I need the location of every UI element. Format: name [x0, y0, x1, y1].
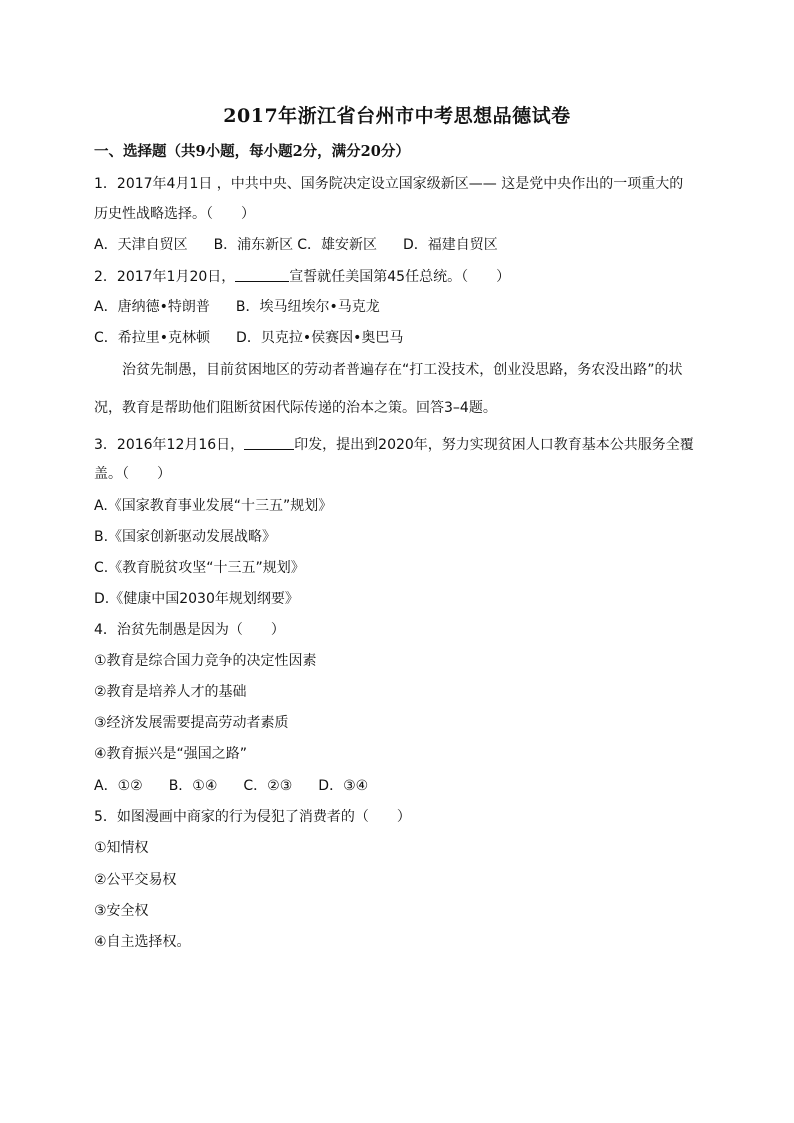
q3-stem-after: 印发，提出到2020年，努力实现贫困人口教育基本公共服务全覆: [294, 437, 694, 453]
q3-option-c: C.《教育脱贫攻坚“十三五”规划》: [94, 560, 305, 576]
q3-option-d: D.《健康中国2030年规划纲要》: [94, 591, 299, 607]
q4-option-a: A．①②: [94, 778, 143, 794]
q1-option-b: B．浦东新区: [213, 237, 294, 253]
section-heading: 一、选择题（共9小题，每小题2分，满分20分）: [94, 143, 410, 160]
q5-item-2: ②公平交易权: [94, 872, 177, 888]
q4-option-c: C．②③: [243, 778, 293, 794]
q1-options: [94, 235, 704, 255]
q2-option-c: C．希拉里•克林顿: [94, 330, 211, 346]
passage-line2: 况，教育是帮助他们阻断贫困代际传递的治本之策。回答3–4题。: [94, 400, 497, 416]
q2-blank: [235, 266, 289, 282]
q2-stem-before: 2．2017年1月20日，: [94, 269, 236, 285]
q5-stem: 5．如图漫画中商家的行为侵犯了消费者的（ ）: [94, 809, 411, 825]
q5-item-1: ①知情权: [94, 840, 149, 856]
q1-option-a: A．天津自贸区: [94, 237, 188, 253]
q2-option-a: A．唐纳德•特朗普: [94, 299, 210, 315]
q4-item-2: ②教育是培养人才的基础: [94, 684, 247, 700]
q4-option-b: B．①④: [168, 778, 218, 794]
q2-option-b: B．埃马纽埃尔•马克龙: [235, 299, 380, 315]
q4-options: [94, 776, 704, 796]
document-title: 2017年浙江省台州市中考思想品德试卷: [223, 105, 571, 127]
q1-stem-line1: 1．2017年4月1日 ，中共中央、国务院决定设立国家级新区—— 这是党中央作出的一项重大的: [94, 176, 684, 192]
q4-item-4: ④教育振兴是“强国之路”: [94, 746, 248, 762]
q2-stem-after: 宣誓就任美国第45任总统。（ ）: [289, 269, 511, 285]
q1-option-c: C．雄安新区: [297, 237, 377, 253]
q3-stem-line2: 盖。（ ）: [94, 466, 171, 482]
q4-item-3: ③经济发展需要提高劳动者素质: [94, 715, 289, 731]
q2-stem: [94, 266, 704, 287]
q2-option-d: D．贝克拉•侯赛因•奥巴马: [236, 330, 404, 346]
q1-stem-line2: 历史性战略选择。（ ）: [94, 206, 255, 222]
q2-options-row1: [94, 297, 704, 317]
q3-blank: [244, 434, 294, 450]
q1-option-d: D．福建自贸区: [402, 237, 498, 253]
q4-stem: 4．治贫先制愚是因为（ ）: [94, 622, 285, 638]
q3-option-a: A.《国家教育事业发展“十三五”规划》: [94, 498, 333, 514]
q5-item-3: ③安全权: [94, 903, 149, 919]
q3-stem: [94, 434, 704, 455]
q4-option-d: D．③④: [318, 778, 369, 794]
passage-line1: 治贫先制愚，目前贫困地区的劳动者普遍存在“打工没技术，创业没思路，务农没出路”的状: [122, 362, 683, 378]
q4-item-1: ①教育是综合国力竞争的决定性因素: [94, 653, 317, 669]
q2-options-row2: [94, 328, 704, 348]
q3-stem-before: 3．2016年12月16日，: [94, 437, 245, 453]
q5-item-4: ④自主选择权。: [94, 934, 191, 950]
q3-option-b: B.《国家创新驱动发展战略》: [94, 529, 277, 545]
